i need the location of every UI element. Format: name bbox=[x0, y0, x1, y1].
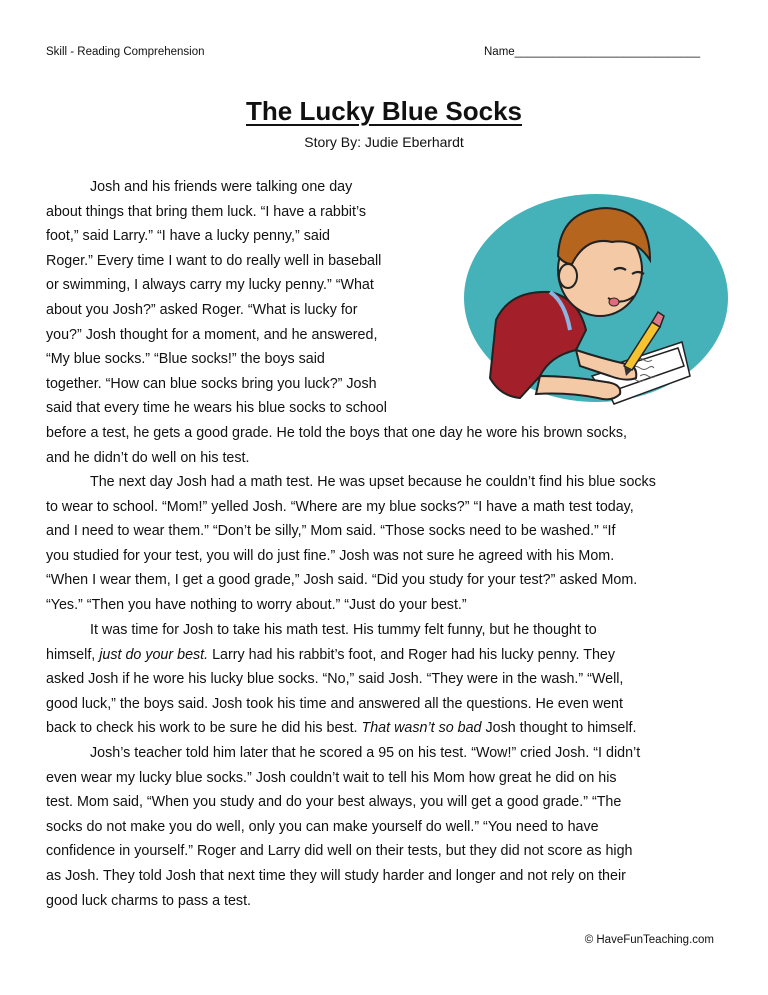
text-line: confidence in yourself.” Roger and Larry did well on their tests, but they did not score as high bbox=[46, 843, 633, 860]
text-line: “When I wear them, I get a good grade,” Josh said. “Did you study for your test?” asked Mom. bbox=[46, 572, 638, 589]
text-line: together. “How can blue socks bring you luck?” Josh bbox=[46, 375, 377, 392]
text-line: It was time for Josh to take his math test. His tummy felt funny, but he thought to bbox=[90, 622, 597, 638]
text-line: good luck charms to pass a test. bbox=[46, 892, 252, 909]
story-byline: Story By: Judie Eberhardt bbox=[304, 134, 464, 150]
text-line: socks do not make you do well, only you can make yourself do well.” “You need to have bbox=[46, 818, 599, 835]
text-line: as Josh. They told Josh that next time they will study harder and longer and not rely on their bbox=[46, 867, 626, 884]
text-line: about things that bring them luck. “I have a rabbit’s bbox=[46, 203, 367, 220]
text-line: test. Mom said, “When you study and do your best always, you will get a good grade.” “The bbox=[46, 794, 622, 811]
text-line: Josh’s teacher told him later that he scored a 95 on his test. “Wow!” cried Josh. “I didn’t bbox=[90, 745, 641, 761]
text-line: “My blue socks.” “Blue socks!” the boys said bbox=[46, 351, 325, 368]
paragraph-1 bbox=[46, 175, 627, 470]
text-line: to wear to school. “Mom!” yelled Josh. “Where are my blue socks?” “I have a math test today, bbox=[46, 498, 634, 515]
text-line: before a test, he gets a good grade. He told the boys that one day he wore his brown socks, bbox=[46, 424, 627, 441]
copyright-footer: © HaveFunTeaching.com bbox=[584, 934, 714, 946]
paragraph-2 bbox=[46, 470, 656, 618]
text-line: and he didn’t do well on his test. bbox=[46, 449, 250, 466]
text-line: The next day Josh had a math test. He was upset because he couldn’t find his blue socks bbox=[90, 474, 656, 490]
text-line: and I need to wear them.” “Don’t be silly,” Mom said. “Those socks need to be washed.” “If bbox=[46, 523, 616, 540]
text-line: said that every time he wears his blue socks to school bbox=[46, 400, 387, 417]
text-line: Roger.” Every time I want to do really well in baseball bbox=[46, 252, 382, 269]
text-line: foot,” said Larry.” “I have a lucky penny,” said bbox=[46, 228, 330, 245]
text-line: about you Josh?” asked Roger. “What is lucky for bbox=[46, 301, 358, 318]
text-line: “Yes.” “Then you have nothing to worry about.” “Just do your best.” bbox=[46, 596, 467, 613]
text-line: or swimming, I always carry my lucky penny.” “What bbox=[46, 277, 374, 294]
paragraph-4 bbox=[46, 741, 640, 913]
text-line: even wear my lucky blue socks.” Josh couldn’t wait to tell his Mom how great he did on his bbox=[46, 769, 617, 786]
paragraph-3 bbox=[46, 618, 637, 741]
text-line: asked Josh if he wore his lucky blue socks. “No,” said Josh. “They were in the wash.” “Well, bbox=[46, 671, 624, 688]
story-title: The Lucky Blue Socks bbox=[246, 96, 522, 126]
text-line: you?” Josh thought for a moment, and he answered, bbox=[46, 326, 378, 343]
emphasis-text: That wasn’t so bad bbox=[361, 720, 482, 737]
text-line: Josh and his friends were talking one day bbox=[90, 179, 353, 195]
text-line: good luck,” the boys said. Josh took his time and answered all the questions. He even went bbox=[46, 695, 623, 712]
skill-label: Skill - Reading Comprehension bbox=[46, 46, 205, 58]
text-line: you studied for your test, you will do just fine.” Josh was not sure he agreed with his Mom. bbox=[46, 547, 615, 564]
emphasis-text: just do your best. bbox=[99, 646, 209, 663]
text-line: back to check his work to be sure he did his best. That wasn’t so bad Josh thought to himself. bbox=[46, 720, 637, 737]
text-line: himself, just do your best. Larry had his rabbit’s foot, and Roger had his lucky penny. They bbox=[46, 646, 616, 663]
name-line: Name_____________________________ bbox=[484, 46, 701, 58]
